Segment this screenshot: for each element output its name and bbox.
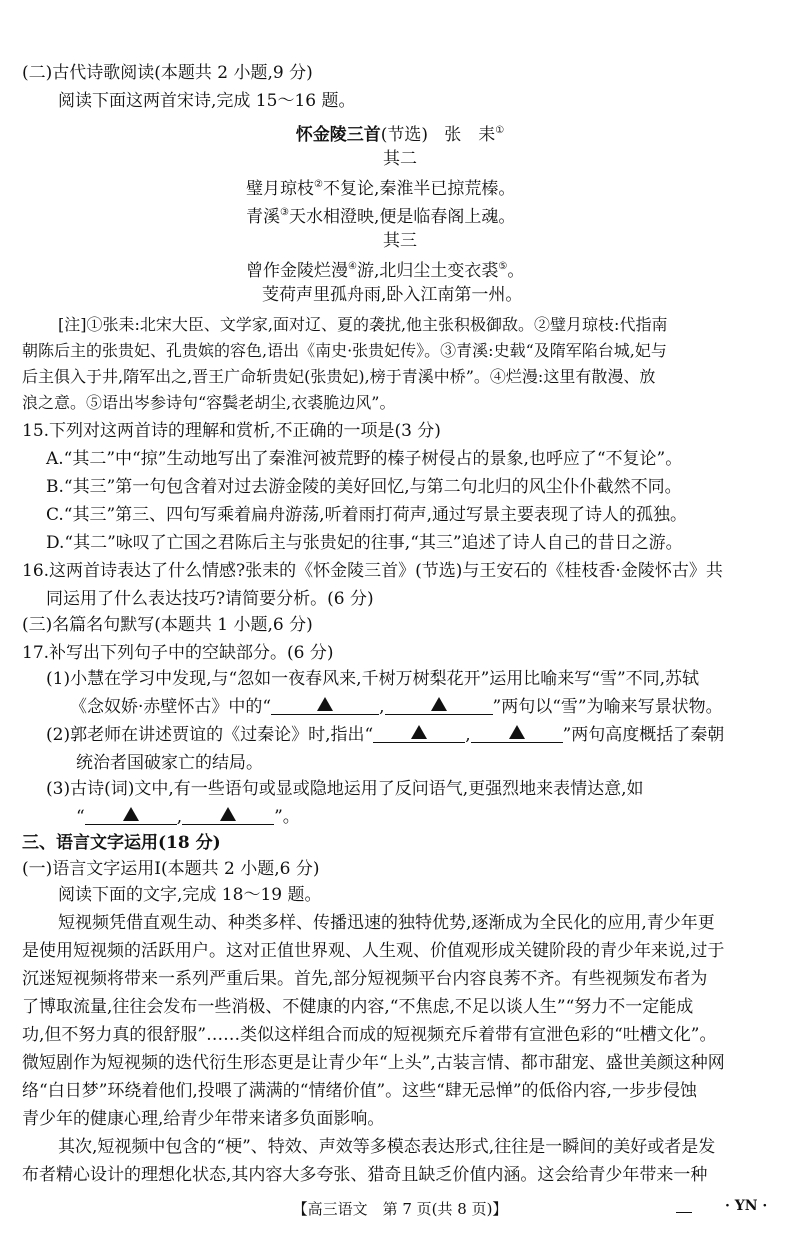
passage-line: 其次,短视频中包含的“梗”、特效、声效等多模态表达形式,往往是一瞬间的美好或者是发 xyxy=(58,1137,716,1157)
option-b: B.“其三”第一句包含着对过去游金陵的美好回忆,与第二句北归的风尘仆仆截然不同。 xyxy=(46,477,682,497)
poem-title-line xyxy=(0,118,800,148)
question-17-stem: 17.补写出下列句子中的空缺部分。(6 分) xyxy=(22,643,334,663)
question-17-item: (2)郭老师在讲述贾谊的《过秦论》时,指出“ , ”两句高度概括了秦朝 xyxy=(46,722,724,748)
question-17-item: 统治者国破家亡的结局。 xyxy=(76,753,263,773)
passage-instruction: 阅读下面的文字,完成 18～19 题。 xyxy=(58,885,322,905)
poem-title-note: (节选) xyxy=(380,125,429,145)
passage-line: 功,但不努力真的很舒服”……类似这样组合而成的短视频充斥着带有宣泄色彩的“吐槽文化”。 xyxy=(22,1025,717,1045)
answer-blank[interactable] xyxy=(271,694,379,715)
answer-blank[interactable] xyxy=(182,804,274,825)
answer-blank[interactable] xyxy=(85,804,177,825)
poem-line: 璧月琼枝②不复论,秦淮半已掠荒榛。 xyxy=(246,179,516,199)
poem-part-label: 其二 xyxy=(383,149,417,169)
question-15-stem: 15.下列对这两首诗的理解和赏析,不正确的一项是(3 分) xyxy=(22,421,441,441)
triangle-icon xyxy=(220,807,236,821)
triangle-icon xyxy=(317,697,333,711)
answer-blank[interactable] xyxy=(373,722,465,743)
passage-line: 沉迷短视频将带来一系列严重后果。首先,部分短视频平台内容良莠不齐。有些视频发布者为 xyxy=(22,969,708,989)
poem-author: 张 耒 xyxy=(444,125,496,145)
footnote-mark: ① xyxy=(495,125,505,136)
part-heading-language: 三、语言文字运用(18 分) xyxy=(22,833,221,853)
passage-line: 布者精心设计的理想化状态,其内容大多夸张、猎奇且缺乏价值内涵。这会给青少年带来一种 xyxy=(22,1165,708,1185)
question-17-item: 《念奴娇·赤壁怀古》中的“ , ”两句以“雪”为喻来写景状物。 xyxy=(70,694,723,720)
annotation-line: 浪之意。⑤语出岑参诗句“容鬓老胡尘,衣裘脆边风”。 xyxy=(22,393,396,412)
annotation-line: 朝陈后主的张贵妃、孔贵嫔的容色,语出《南史·张贵妃传》。③青溪:史载“及隋军陷台城,妃与 xyxy=(22,341,667,360)
question-17-item: (1)小慧在学习中发现,与“忽如一夜春风来,千树万树梨花开”运用比喻来写“雪”不同,苏轼 xyxy=(46,669,700,689)
option-c: C.“其三”第三、四句写乘着扁舟游荡,听着雨打荷声,通过写景主要表现了诗人的孤独。 xyxy=(46,505,687,525)
option-d: D.“其二”咏叹了亡国之君陈后主与张贵妃的往事,“其三”追述了诗人自己的昔日之游。 xyxy=(46,533,683,553)
question-17-item: “ , ”。 xyxy=(76,804,300,830)
question-16-line: 同运用了什么表达技巧?请简要分析。(6 分) xyxy=(46,589,374,609)
annotation-line: 后主俱入于井,隋军出之,晋王广命斩贵妃(张贵妃),榜于青溪中桥”。④烂漫:这里有散漫、放 xyxy=(22,367,656,386)
footer-dash xyxy=(676,1212,692,1213)
page-footer: 【高三语文 第 7 页(共 8 页)】 xyxy=(292,1200,508,1218)
triangle-icon xyxy=(411,725,427,739)
poem-part-label: 其三 xyxy=(383,231,417,251)
passage-line: 络“白日梦”环绕着他们,投喂了满满的“情绪价值”。这些“肆无忌惮”的低俗内容,一步步侵蚀 xyxy=(22,1081,697,1101)
sub-section-heading: (一)语言文字运用Ⅰ(本题共 2 小题,6 分) xyxy=(22,859,320,879)
annotation-line: [注]①张耒:北宋大臣、文学家,面对辽、夏的袭扰,他主张积极御敌。②璧月琼枝:代指南 xyxy=(58,315,668,334)
section-heading-poetry: (二)古代诗歌阅读(本题共 2 小题,9 分) xyxy=(22,63,313,83)
question-17-item: (3)古诗(词)文中,有一些语句或显或隐地运用了反问语气,更强烈地来表情达意,如 xyxy=(46,779,644,799)
option-a: A.“其二”中“掠”生动地写出了秦淮河被荒野的榛子树侵占的景象,也呼应了“不复论”。 xyxy=(46,449,683,469)
triangle-icon xyxy=(431,697,447,711)
passage-line: 是使用短视频的活跃用户。这对正值世界观、人生观、价值观形成关键阶段的青少年来说,过于 xyxy=(22,941,725,961)
poem-title: 怀金陵三首 xyxy=(295,125,381,145)
passage-line: 微短剧作为短视频的迭代衍生形态更是让青少年“上头”,古装言情、都市甜宠、盛世美颜这种网 xyxy=(22,1053,725,1073)
passage-line: 短视频凭借直观生动、种类多样、传播迅速的独特优势,逐渐成为全民化的应用,青少年更 xyxy=(58,913,715,933)
section-heading-dictation: (三)名篇名句默写(本题共 1 小题,6 分) xyxy=(22,615,313,635)
answer-blank[interactable] xyxy=(385,694,493,715)
answer-blank[interactable] xyxy=(471,722,563,743)
passage-line: 青少年的健康心理,给青少年带来诸多负面影响。 xyxy=(22,1109,385,1129)
poem-line: 芰荷声里孤舟雨,卧入江南第一州。 xyxy=(262,285,523,305)
poem-line: 曾作金陵烂漫④游,北归尘土变衣裘⑤。 xyxy=(246,261,525,281)
triangle-icon xyxy=(123,807,139,821)
passage-line: 了博取流量,往往会发布一些消极、不健康的内容,“不焦虑,不足以谈人生”“努力不一定能成 xyxy=(22,997,694,1017)
triangle-icon xyxy=(509,725,525,739)
question-16-line: 16.这两首诗表达了什么情感?张耒的《怀金陵三首》(节选)与王安石的《桂枝香·金陵怀古》共 xyxy=(22,561,723,581)
region-code: · YN · xyxy=(725,1198,768,1214)
poetry-instruction: 阅读下面这两首宋诗,完成 15～16 题。 xyxy=(58,91,356,111)
poem-line: 青溪③天水相澄映,便是临春阁上魂。 xyxy=(246,207,516,227)
